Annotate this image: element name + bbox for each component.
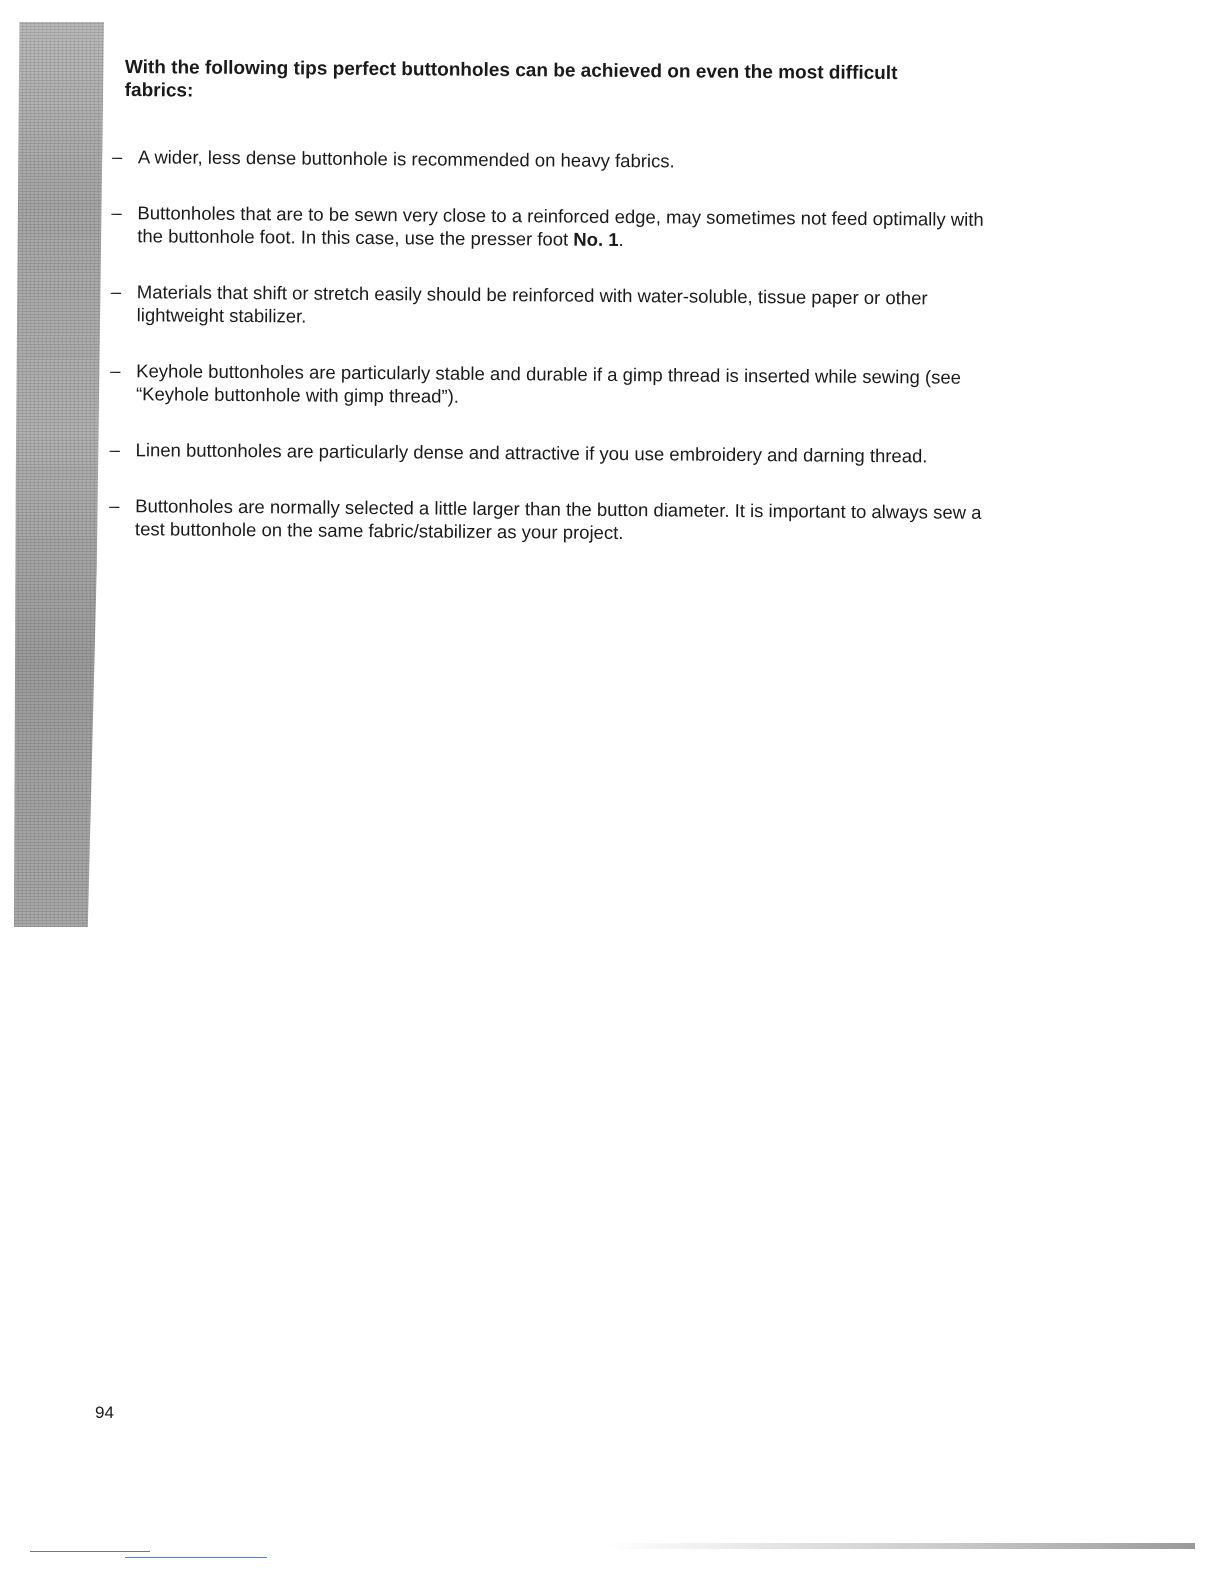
- presser-foot-number: No. 1: [573, 228, 619, 250]
- tip-text: Buttonholes are normally selected a little larger than the button diameter. It is important to always sew a test buttonhole on the same fabric/stabilizer as your project.: [134, 495, 982, 544]
- dash-marker: –: [110, 280, 122, 303]
- dash-marker: –: [109, 438, 120, 461]
- tip-item: [111, 201, 1001, 254]
- dash-marker: –: [109, 494, 120, 517]
- tip-text: Materials that shift or stretch easily should be reinforced with water-soluble, tissue paper or other lightweight stabilizer.: [136, 281, 928, 327]
- tip-text: Linen buttonholes are particularly dense and attractive if you use embroidery and darning thread.: [135, 439, 928, 467]
- tip-text: Keyhole buttonholes are particularly stable and durable if a gimp thread is inserted while sewing (see “Keyhole buttonhole with gimp thread”).: [135, 360, 962, 407]
- dash-marker: –: [111, 201, 122, 224]
- section-heading: With the following tips perfect buttonholes can be achieved on even the most difficult fabrics:: [124, 56, 898, 102]
- dash-marker: –: [111, 145, 123, 168]
- tip-item: [110, 438, 1000, 468]
- tip-item: [109, 494, 999, 547]
- bottom-rule: [30, 1551, 150, 1552]
- tip-text: A wider, less dense buttonhole is recommended on heavy fabrics.: [137, 146, 675, 172]
- tip-text: Buttonholes that are to be sewn very close to a reinforced edge, may sometimes not feed optimally with the buttonhole foot. In this case, use the presser foot: [137, 202, 984, 250]
- tip-item: [110, 359, 1000, 412]
- tip-item: [111, 280, 1001, 333]
- tip-text-tail: .: [618, 228, 624, 251]
- bottom-scan-edge: [605, 1543, 1195, 1549]
- page-number: 94: [95, 1403, 114, 1422]
- bottom-rule: [125, 1557, 267, 1558]
- tip-item: [112, 145, 1002, 175]
- dash-marker: –: [110, 359, 121, 382]
- tips-list: [109, 145, 1002, 580]
- scanned-page-edge: [14, 22, 104, 927]
